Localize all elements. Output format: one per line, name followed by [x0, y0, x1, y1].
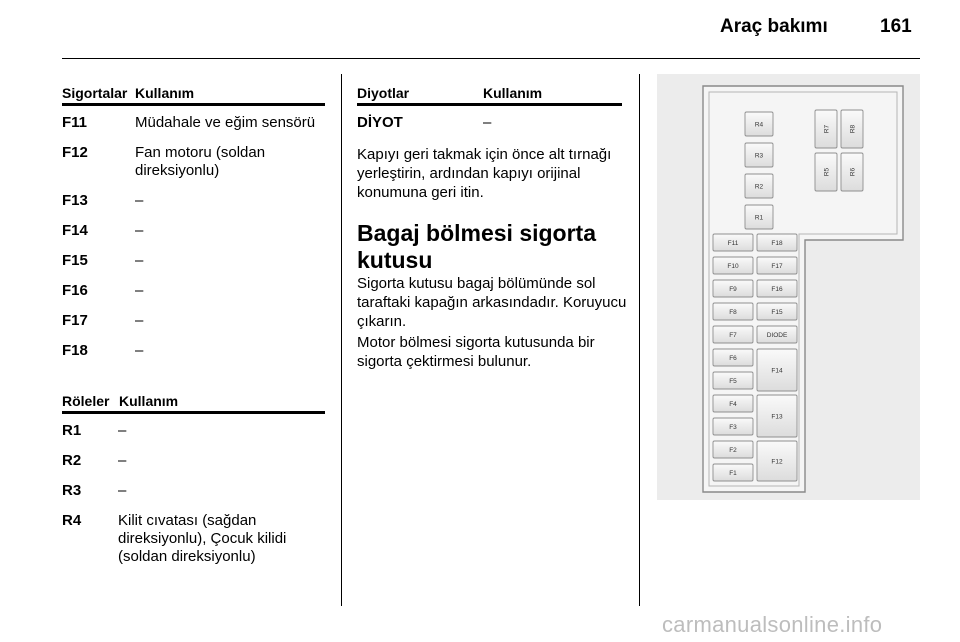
fuse-f11 [713, 234, 753, 251]
fuse-f16 [757, 280, 797, 297]
fuse-f10 [713, 257, 753, 274]
table-row [62, 144, 325, 180]
table-row [62, 222, 325, 240]
fuse-usage: – [135, 192, 144, 209]
page-number: 161 [880, 16, 912, 37]
fuse-f12 [757, 441, 797, 481]
fuse-id: F15 [62, 252, 88, 269]
table-header [62, 388, 325, 414]
table-row [357, 114, 622, 132]
svg-text:F4: F4 [729, 400, 737, 408]
column-header: Kullanım [135, 85, 195, 101]
fuse-f2 [713, 441, 753, 458]
relay-usage: – [118, 452, 127, 469]
column-header: Röleler [62, 393, 110, 409]
relay-usage: – [118, 422, 127, 439]
fuse-id: F11 [62, 114, 88, 131]
svg-text:F7: F7 [729, 331, 737, 339]
svg-text:F13: F13 [771, 413, 783, 421]
fuse-id: F17 [62, 312, 88, 329]
relay-r5 [815, 153, 837, 191]
fuse-f17 [757, 257, 797, 274]
fuse-usage: – [135, 222, 144, 239]
column-divider [639, 74, 640, 606]
fuse-f14 [757, 349, 797, 391]
fuse-f3 [713, 418, 753, 435]
relay-r2 [745, 174, 773, 198]
fuse-f4 [713, 395, 753, 412]
svg-text:F3: F3 [729, 423, 737, 431]
svg-text:R2: R2 [754, 183, 764, 191]
fuse-f5 [713, 372, 753, 389]
table-row [62, 482, 325, 500]
svg-text:F12: F12 [771, 458, 783, 466]
fuse-id: F16 [62, 282, 88, 299]
location-paragraph: Sigorta kutusu bagaj bölümünde sol taraftaki kapağın arkasındadır. Koruyucu çıkarın. [357, 275, 627, 330]
svg-text:F16: F16 [771, 285, 783, 293]
svg-text:R3: R3 [754, 152, 764, 160]
section-title: Araç bakımı [720, 16, 828, 37]
fuse-f9 [713, 280, 753, 297]
fuse-f15 [757, 303, 797, 320]
fuse-box-diagram [657, 74, 920, 500]
fuse-f13 [757, 395, 797, 437]
column-header: Kullanım [119, 393, 179, 409]
header-rule [62, 58, 920, 59]
svg-text:F18: F18 [771, 239, 783, 247]
relay-id: R3 [62, 482, 82, 499]
table-row [62, 452, 325, 470]
fuses-table [62, 80, 325, 360]
relay-r1 [745, 205, 773, 229]
svg-text:F10: F10 [727, 262, 739, 270]
svg-text:F6: F6 [729, 354, 737, 362]
svg-text:F9: F9 [729, 285, 737, 293]
fuse-usage: Fan motoru (soldan direksiyonlu) [135, 144, 266, 179]
table-row [62, 114, 325, 132]
fuse-usage: – [135, 342, 144, 359]
fuse-f18 [757, 234, 797, 251]
svg-text:R6: R6 [849, 167, 857, 177]
table-row [62, 342, 325, 360]
relay-r8 [841, 110, 863, 148]
fuse-usage: – [135, 252, 144, 269]
fuse-id: F14 [62, 222, 88, 239]
relays-table [62, 388, 325, 566]
table-row [62, 422, 325, 440]
svg-text:R5: R5 [823, 167, 831, 177]
column-header: Kullanım [483, 85, 543, 101]
fuse-usage: – [135, 282, 144, 299]
relay-r3 [745, 143, 773, 167]
table-row [62, 512, 325, 566]
fuse-f7 [713, 326, 753, 343]
relay-id: R1 [62, 422, 82, 439]
table-header [357, 80, 622, 106]
svg-text:DIODE: DIODE [766, 331, 788, 339]
section-heading: Bagaj bölmesi sigorta kutusu [357, 220, 597, 273]
relay-r6 [841, 153, 863, 191]
table-header [62, 80, 325, 106]
puller-paragraph: Motor bölmesi sigorta kutusunda bir sigorta çektirmesi bulunur. [357, 334, 595, 370]
fuse-f1 [713, 464, 753, 481]
fuse-id: F18 [62, 342, 88, 359]
fuse-id: F13 [62, 192, 88, 209]
relay-id: R4 [62, 512, 82, 529]
fuse-box-illustration [657, 74, 920, 500]
relay-r7 [815, 110, 837, 148]
table-row [62, 312, 325, 330]
svg-text:F1: F1 [729, 469, 737, 477]
svg-text:F11: F11 [727, 239, 739, 247]
diode-usage: – [483, 114, 492, 131]
svg-text:F2: F2 [729, 446, 737, 454]
fuse-f8 [713, 303, 753, 320]
diode-id: DİYOT [357, 114, 403, 131]
diodes-table [357, 80, 622, 132]
svg-text:F8: F8 [729, 308, 737, 316]
table-row [62, 282, 325, 300]
svg-text:R7: R7 [823, 124, 831, 134]
relay-usage: – [118, 482, 127, 499]
svg-text:F17: F17 [771, 262, 783, 270]
column-header: Sigortalar [62, 85, 128, 101]
svg-text:R1: R1 [754, 214, 764, 222]
table-row [62, 192, 325, 210]
relay-usage: Kilit cıvatası (sağdan direksiyonlu), Çocuk kilidi (soldan direksiyonlu) [118, 512, 287, 565]
fuse-usage: Müdahale ve eğim sensörü [135, 114, 316, 131]
column-header: Diyotlar [357, 85, 410, 101]
fuse-id: F12 [62, 144, 88, 161]
table-row [62, 252, 325, 270]
fuse-usage: – [135, 312, 144, 329]
svg-text:F15: F15 [771, 308, 783, 316]
svg-text:F14: F14 [771, 367, 783, 375]
diode [757, 326, 797, 343]
svg-text:R4: R4 [754, 121, 764, 129]
relay-id: R2 [62, 452, 82, 469]
reinstall-paragraph: Kapıyı geri takmak için önce alt tırnağı yerleştirin, ardından kapıyı orijinal konumuna geri itin. [357, 146, 612, 201]
svg-text:R8: R8 [849, 124, 857, 134]
relay-r4 [745, 112, 773, 136]
watermark: carmanualsonline.info [662, 612, 883, 637]
column-divider [341, 74, 342, 606]
fuse-f6 [713, 349, 753, 366]
svg-text:F5: F5 [729, 377, 737, 385]
